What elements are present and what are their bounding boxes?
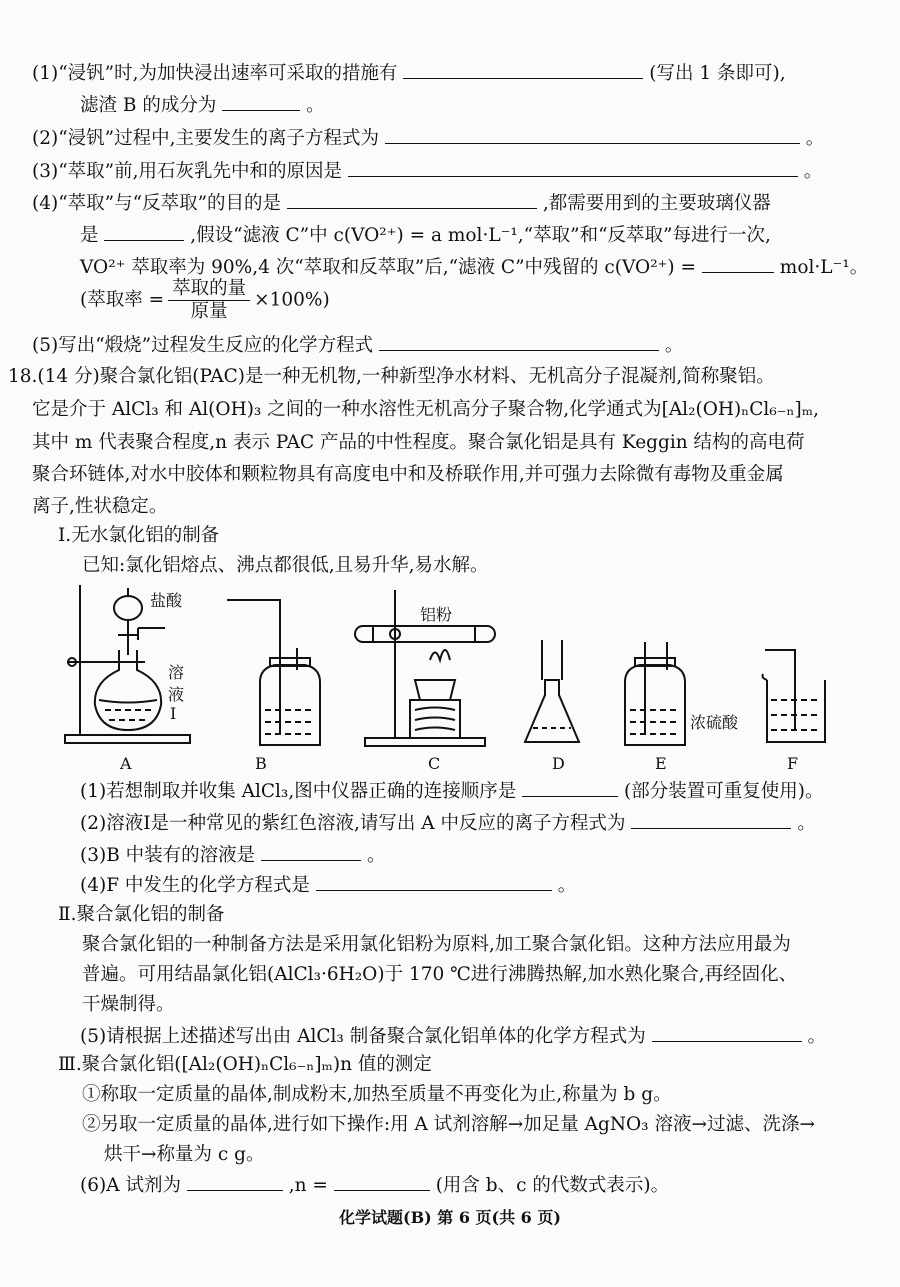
q18-sub5-line: (5)请根据上述描述写出由 AlCl₃ 制备聚合氯化铝单体的化学方程式为 。 (80, 1021, 826, 1051)
q17-part1-line2: 滤渣 B 的成分为 。 (80, 90, 325, 120)
section-2-heading: Ⅱ.聚合氯化铝的制备 (58, 904, 225, 925)
q17-part5-line: (5)写出“煅烧”过程发生反应的化学方程式 。 (32, 330, 683, 360)
answer-blank[interactable] (631, 808, 791, 829)
answer-blank[interactable] (104, 220, 184, 241)
q18-intro-2: 它是介于 AlCl₃ 和 Al(OH)₃ 之间的一种水溶性无机高分子聚合物,化学通式为[Al₂(OH)ₙCl₆₋ₙ]ₘ, (32, 399, 819, 420)
section-2-text-1: 聚合氯化铝的一种制备方法是采用氯化铝粉为原料,加工聚合氯化铝。这种方法应用最为 (82, 934, 791, 955)
q17-part3-line: (3)“萃取”前,用石灰乳先中和的原因是 。 (32, 156, 822, 186)
answer-blank[interactable] (187, 1170, 283, 1191)
q18-sub2-line: (2)溶液Ⅰ是一种常见的紫红色溶液,请写出 A 中反应的离子方程式为 。 (80, 808, 816, 838)
label-conc-h2so4: 浓硫酸 (690, 713, 739, 732)
q17-part4-text: (4)“萃取”与“反萃取”的目的是 (32, 193, 282, 214)
step-1: ①称取一定质量的晶体,制成粉末,加热至质量不再变化为止,称量为 b g。 (82, 1084, 672, 1105)
q17-part4-line3: VO²⁺ 萃取率为 90%,4 次“萃取和反萃取”后,“滤液 C”中残留的 c(VO²⁺) = mol·L⁻¹。 (80, 252, 868, 282)
q18-sub4-line: (4)F 中发生的化学方程式是 。 (80, 870, 576, 900)
step-2: ②另取一定质量的晶体,进行如下操作:用 A 试剂溶解→加足量 AgNO₃ 溶液→过滤、洗涤→ (82, 1114, 815, 1135)
answer-blank[interactable] (522, 776, 618, 797)
answer-blank[interactable] (287, 188, 537, 209)
answer-blank[interactable] (403, 58, 643, 79)
q18-sub3-line: (3)B 中装有的溶液是 。 (80, 840, 385, 870)
answer-blank[interactable] (334, 1170, 430, 1191)
label-solution-2: 液 (168, 685, 185, 704)
apparatus-b (227, 600, 320, 745)
q17-part4-line: (4)“萃取”与“反萃取”的目的是 ,都需要用到的主要玻璃仪器 (32, 188, 771, 218)
label-solution-3: Ⅰ (170, 704, 177, 723)
section-1-heading: Ⅰ.无水氯化铝的制备 (58, 525, 220, 546)
q17-part3-text: (3)“萃取”前,用石灰乳先中和的原因是 (32, 161, 343, 182)
label-f: F (787, 754, 799, 773)
label-c: C (428, 754, 441, 773)
label-hcl: 盐酸 (150, 591, 183, 610)
apparatus-d (525, 640, 579, 742)
q17-part2-text: (2)“浸钒”过程中,主要发生的离子方程式为 (32, 128, 380, 149)
label-b: B (255, 754, 267, 773)
q17-part1-text: (1)“浸钒”时,为加快浸出速率可采取的措施有 (32, 63, 398, 84)
q17-part1-line (32, 58, 786, 88)
q18-intro-4: 聚合环链体,对水中胶体和颗粒物具有高度电中和及桥联作用,并可强力去除微有毒物及重金属 (32, 464, 784, 485)
q17-part2-line: (2)“浸钒”过程中,主要发生的离子方程式为 。 (32, 123, 824, 153)
apparatus-e (625, 642, 685, 745)
fraction: $\frac{\text{萃取的量}}{\text{原量}}$ (168, 278, 250, 323)
label-e: E (655, 754, 667, 773)
answer-blank[interactable] (348, 156, 798, 177)
known-note: 已知:氯化铝熔点、沸点都很低,且易升华,易水解。 (82, 555, 489, 576)
page-footer: 化学试题(B) 第 6 页(共 6 页) (339, 1208, 561, 1227)
answer-blank[interactable] (261, 840, 361, 861)
apparatus-f (763, 650, 826, 742)
answer-blank[interactable] (222, 90, 300, 111)
section-2-text-2: 普遍。可用结晶氯化铝(AlCl₃·6H₂O)于 170 ℃进行沸腾热解,加水熟化聚合,再经固化、 (82, 964, 798, 985)
q17-part4-line2: 是 ,假设“滤液 C”中 c(VO²⁺) = a mol·L⁻¹,“萃取”和“反萃取”每进行一次, (80, 220, 771, 250)
q17-part1-note: (写出 1 条即可), (649, 63, 786, 84)
answer-blank[interactable] (652, 1021, 802, 1042)
answer-blank[interactable] (385, 123, 800, 144)
extraction-rate-formula: (萃取率 = $\frac{\text{萃取的量}}{\text{原量}}$ ×100%) (80, 278, 330, 322)
section-2-text-3: 干燥制得。 (82, 994, 175, 1015)
answer-blank[interactable] (316, 870, 552, 891)
q18-intro-1: 18.(14 分)聚合氯化铝(PAC)是一种无机物,一种新型净水材料、无机高分子混凝剂,简称聚铝。 (8, 366, 775, 387)
label-solution-1: 溶 (168, 663, 185, 682)
label-al-powder: 铝粉 (420, 605, 453, 624)
q18-intro-5: 离子,性状稳定。 (32, 496, 168, 517)
q18-sub6-line: (6)A 试剂为 ,n = (用含 b、c 的代数式表示)。 (80, 1170, 669, 1200)
answer-blank[interactable] (379, 330, 659, 351)
label-a: A (120, 754, 132, 773)
step-2-continued: 烘干→称量为 c g。 (104, 1144, 265, 1165)
q18-sub1-line: (1)若想制取并收集 AlCl₃,图中仪器正确的连接顺序是 (部分装置可重复使用)。 (80, 776, 823, 806)
answer-blank[interactable] (702, 252, 774, 273)
label-d: D (552, 754, 565, 773)
q17-part5-text: (5)写出“煅烧”过程发生反应的化学方程式 (32, 335, 374, 356)
section-3-heading: Ⅲ.聚合氯化铝([Al₂(OH)ₙCl₆₋ₙ]ₘ)n 值的测定 (58, 1054, 432, 1075)
q18-intro-3: 其中 m 代表聚合程度,n 表示 PAC 产品的中性程度。聚合氯化铝是具有 Keggin 结构的高电荷 (32, 432, 805, 453)
q17-part1-residue: 滤渣 B 的成分为 (80, 95, 217, 116)
